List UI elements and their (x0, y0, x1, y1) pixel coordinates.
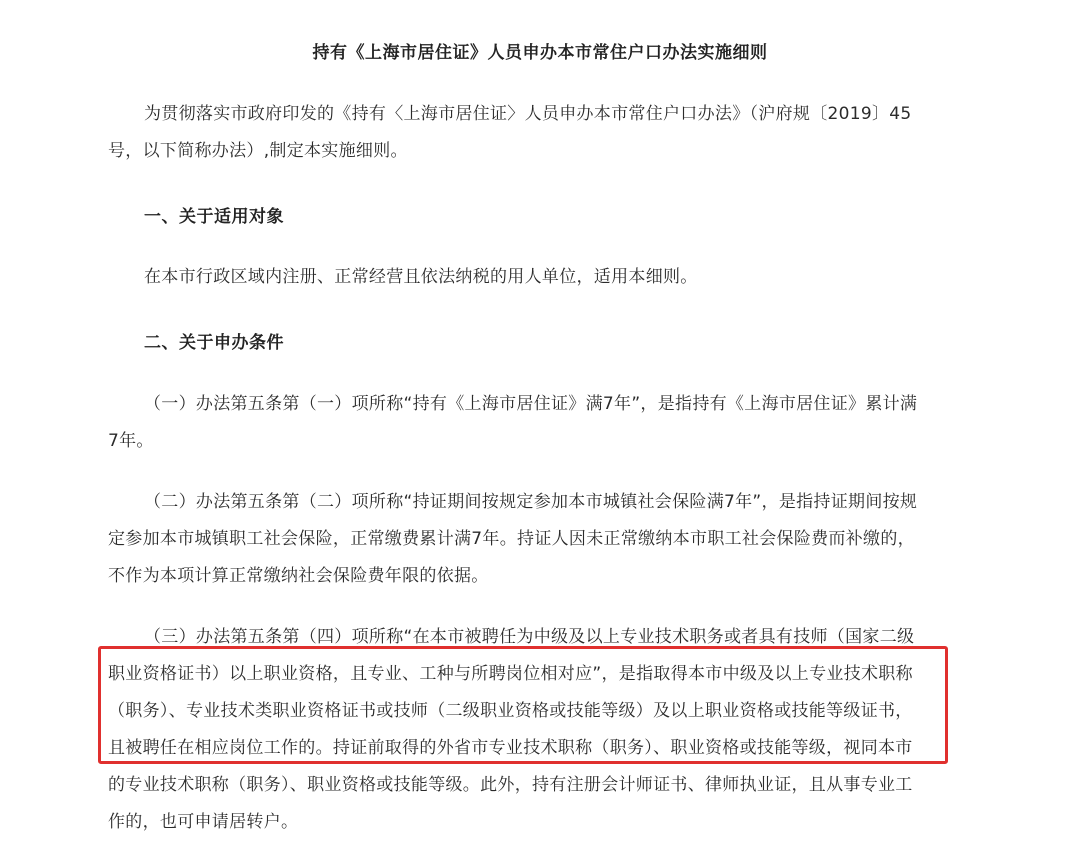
document-title: 持有《上海市居住证》人员申办本市常住户口办法实施细则 (312, 43, 768, 63)
section1-heading: 一、关于适用对象 (144, 207, 284, 227)
section1-paragraph: 在本市行政区域内注册、正常经营且依法纳税的用人单位，适用本细则。 (144, 267, 698, 287)
clause2-paragraph: （二）办法第五条第（二）项所称“持证期间按规定参加本市城镇社会保险满7年”，是指持证期间按规定参加本市城镇职工社会保险，正常缴费累计满7年。持证人因未正常缴纳本市职工社会保险费而补缴的，不作为本项计算正常缴纳社会保险费年限的依据。 (108, 492, 918, 586)
clause1-paragraph: （一）办法第五条第（一）项所称“持有《上海市居住证》满7年”，是指持有《上海市居住证》累计满7年。 (108, 394, 918, 451)
clause3-paragraph: （三）办法第五条第（四）项所称“在本市被聘任为中级及以上专业技术职务或者具有技师（国家二级职业资格证书）以上职业资格，且专业、工种与所聘岗位相对应”，是指取得本市中级及以上专业技术职称（职务）、专业技术类职业资格证书或技师（二级职业资格或技能等级）及以上职业资格或技能等级证书，且被聘任在相应岗位工作的。持证前取得的外省市专业技术职称（职务）、职业资格或技能等级，视同本市的专业技术职称（职务）、职业资格或技能等级。此外，持有注册会计师证书、律师执业证，且从事专业工作的，也可申请居转户。 (108, 627, 915, 832)
section2-heading: 二、关于申办条件 (144, 333, 284, 353)
intro-paragraph: 为贯彻落实市政府印发的《持有〈上海市居住证〉人员申办本市常住户口办法》（沪府规〔2019〕45号，以下简称办法）,制定本实施细则。 (108, 104, 912, 161)
